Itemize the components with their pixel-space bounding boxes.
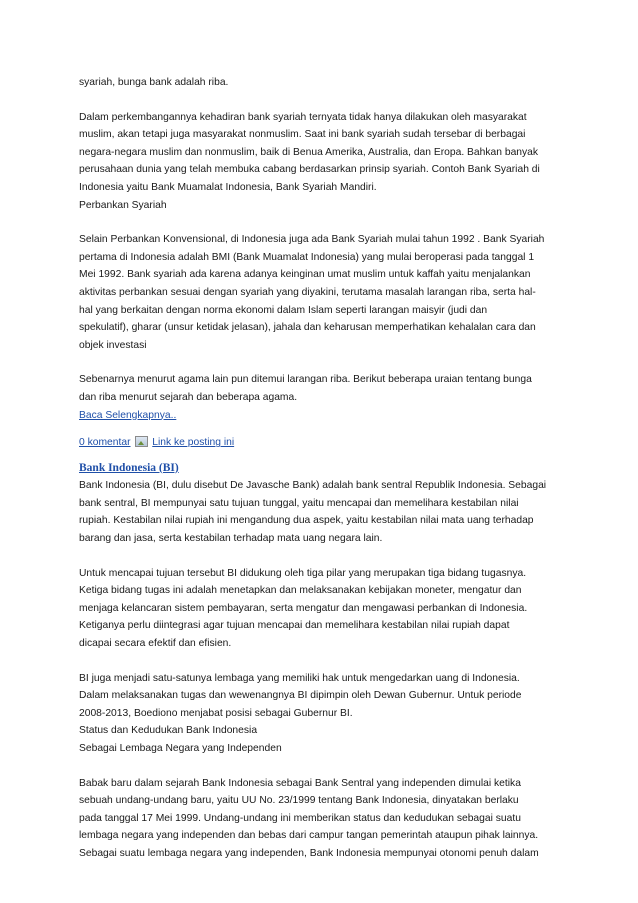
post-title-row	[79, 460, 563, 478]
paragraph-4	[79, 477, 563, 547]
post-title[interactable]: Bank Indonesia (BI)	[79, 461, 179, 474]
text-line: Ketiga bidang tugas ini adalah menetapkan dan melaksanakan kebijakan moneter, mengatur dan	[79, 585, 522, 597]
paragraph-7	[79, 775, 563, 863]
comments-link[interactable]: 0 komentar	[79, 437, 131, 449]
text-line: aktivitas perbankan sesuai dengan syariah yang diyakini, terutama masalah larangan riba, serta hal-	[79, 286, 536, 298]
text-line: pertama di Indonesia adalah BMI (Bank Muamalat Indonesia) yang mulai beroperasi pada tanggal 1	[79, 251, 535, 263]
paragraph-6	[79, 670, 563, 758]
text-line: Dalam perkembangannya kehadiran bank syariah ternyata tidak hanya dilakukan oleh masyarakat	[79, 111, 527, 123]
text-line: 2008-2013, Boediono menjabat posisi sebagai Gubernur BI.	[79, 707, 353, 719]
paragraph-1	[79, 109, 563, 215]
text-line: syariah, bunga bank adalah riba.	[79, 77, 229, 88]
text-line: lembaga negara yang independen dan bebas dari campur tangan pemerintah ataupun pihak lainnya.	[79, 830, 539, 842]
text-line: muslim, akan tetapi juga masyarakat nonmuslim. Saat ini bank syariah sudah tersebar di berbagai	[79, 129, 526, 141]
text-line: Babak baru dalam sejarah Bank Indonesia sebagai Bank Sentral yang independen dimulai ketika	[79, 777, 521, 789]
text-line: barang dan jasa, serta kestabilan terhadap mata uang negara lain.	[79, 533, 383, 545]
read-more-link[interactable]: Baca Selengkapnya..	[79, 409, 177, 421]
text-line: Bank Indonesia (BI, dulu disebut De Javasche Bank) adalah bank sentral Republik Indonesia. Sebagai	[79, 480, 547, 492]
text-line: Untuk mencapai tujuan tersebut BI didukung oleh tiga pilar yang merupakan tiga bidang tugasnya.	[79, 567, 527, 579]
paragraph-0	[79, 74, 563, 92]
text-line: rupiah. Kestabilan nilai rupiah ini mengandung dua aspek, yaitu kestabilan nilai mata uang terhadap	[79, 515, 534, 527]
text-line: pada tanggal 17 Mei 1999. Undang-undang ini memberikan status dan kedudukan sebagai suatu	[79, 812, 521, 824]
text-line: objek investasi	[79, 339, 147, 351]
permalink-icon[interactable]	[135, 436, 148, 447]
text-line: Indonesia yaitu Bank Muamalat Indonesia, Bank Syariah Mandiri.	[79, 181, 377, 193]
text-line: Selain Perbankan Konvensional, di Indonesia juga ada Bank Syariah mulai tahun 1992 . Bank Syariah	[79, 234, 545, 246]
text-line: Ketiganya perlu diintegrasi agar tujuan mencapai dan memelihara kestabilan nilai rupiah dapat	[79, 620, 510, 632]
article-body	[79, 74, 563, 863]
paragraph-5	[79, 565, 563, 653]
text-line: dicapai secara efektif dan efisien.	[79, 638, 232, 650]
post-footer	[79, 434, 563, 452]
text-line: Dalam melaksanakan tugas dan wewenangnya BI dipimpin oleh Dewan Gubernur. Untuk periode	[79, 690, 522, 702]
paragraph-3	[79, 371, 563, 424]
permalink-link[interactable]: Link ke posting ini	[152, 437, 235, 449]
text-line: Perbankan Syariah	[79, 199, 167, 211]
text-line: Status dan Kedudukan Bank Indonesia	[79, 725, 258, 737]
text-line: perusahaan dunia yang telah membuka cabang berdasarkan prinsip syariah. Contoh Bank Syariah di	[79, 164, 540, 176]
text-line: BI juga menjadi satu-satunya lembaga yang memiliki hak untuk mengedarkan uang di Indonesia.	[79, 672, 520, 684]
text-line: Sebagai suatu lembaga negara yang independen, Bank Indonesia mempunyai otonomi penuh dalam	[79, 847, 539, 859]
text-line: menjaga kelancaran sistem pembayaran, serta mengatur dan mengawasi perbankan di Indonesia.	[79, 602, 528, 614]
text-line: sebuah undang-undang baru, yaitu UU No. 23/1999 tentang Bank Indonesia, dinyatakan berlaku	[79, 795, 519, 807]
text-line: hal yang berkaitan dengan norma ekonomi dalam Islam seperti larangan maisyir (judi dan	[79, 304, 488, 316]
text-line: Mei 1992. Bank syariah ada karena adanya keinginan umat muslim untuk kaffah yaitu menjalankan	[79, 269, 531, 281]
paragraph-2	[79, 231, 563, 354]
text-line: Sebagai Lembaga Negara yang Independen	[79, 743, 282, 754]
text-line: spekulatif), gharar (unsur ketidak jelasan), jahala dan keharusan memperhatikan kehalalan cara dan	[79, 322, 536, 334]
text-line: negara-negara muslim dan nonmuslim, baik di Benua Amerika, Australia, dan Eropa. Bahkan banyak	[79, 146, 539, 158]
text-line: dan riba menurut sejarah dan beberapa agama.	[79, 391, 298, 403]
text-line: bank sentral, BI mempunyai satu tujuan tunggal, yaitu mencapai dan memelihara kestabilan nilai	[79, 497, 519, 509]
text-line: Sebenarnya menurut agama lain pun ditemui larangan riba. Berikut beberapa uraian tentang bunga	[79, 374, 532, 386]
